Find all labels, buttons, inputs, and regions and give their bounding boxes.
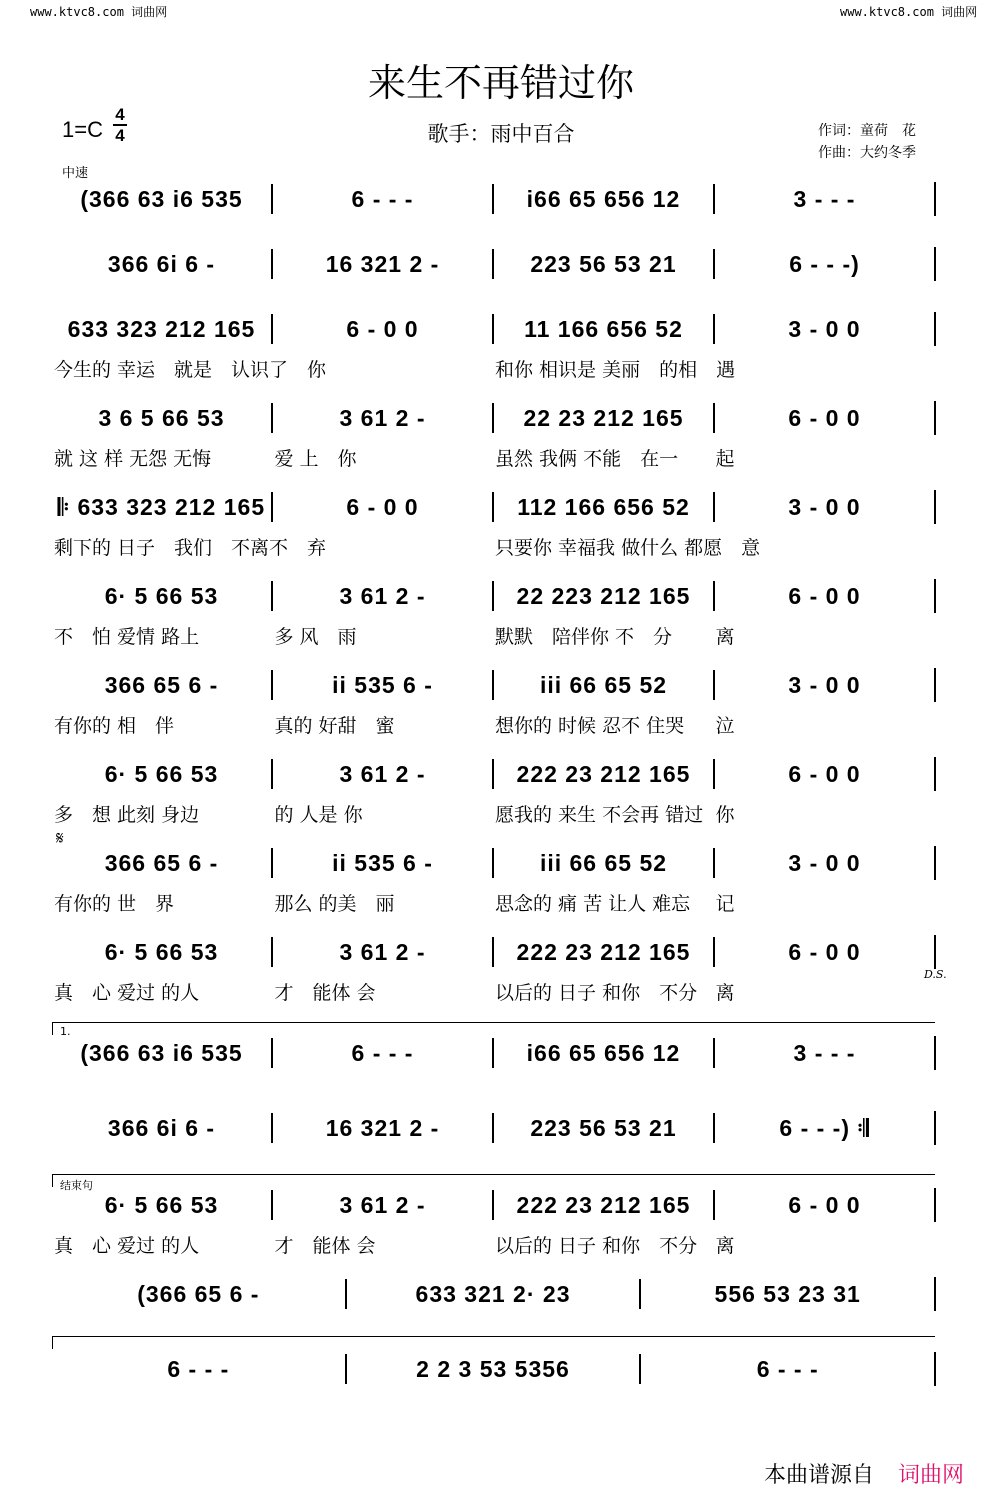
measure: 6 - 0 0 [346,493,419,520]
tempo-mark: 中速 [62,166,89,181]
lyric-segment: 真 心 爱过 的人 [54,1235,200,1257]
lyric-segment: 想你的 时候 忍不 住哭 [495,715,685,737]
measure: 3 - 0 0 [788,671,861,698]
lyric-segment: 爱 上 你 [274,448,357,470]
score-row [52,935,936,969]
measure: 22 223 212 165 [516,582,691,609]
score-row [52,401,936,435]
lyric-segment: 有你的 世 界 [54,893,175,915]
lyric-line [52,355,934,382]
lyric-line [52,889,934,916]
measure: 3 61 2 - [339,760,426,787]
measure: 6· 5 66 53 [104,938,219,965]
measure: 3 - 0 0 [788,493,861,520]
time-top: 4 [115,105,125,124]
lyric-line [52,1231,934,1258]
measure: 6 - - - [756,1355,819,1382]
measure: 112 166 656 52 [517,493,690,520]
measure: 366 65 6 - [104,671,219,698]
measure: 16 321 2 - [325,250,440,277]
lyric-segment: 有你的 相 伴 [54,715,175,737]
lyric-segment: 不 怕 爱情 路上 [54,626,200,648]
score-row [52,1036,936,1070]
footer-source: 本曲谱源自 [764,1463,875,1488]
measure: 3 6 5 66 53 [98,404,225,431]
lyric-segment: 记 [715,893,735,915]
lyric-segment: 真的 好甜 蜜 [274,715,395,737]
measure: ii 535 6 - [332,849,433,876]
lyric-segment: 你 [715,804,735,826]
lyric-segment: 离 [715,1235,735,1257]
score-row [52,247,936,281]
score-row [52,312,936,346]
volta-label: 1. [60,1025,71,1038]
measure: 3 - - - [793,185,856,212]
measure: 3 61 2 - [339,582,426,609]
measure: 223 56 53 21 [530,250,677,277]
ds-mark: D.S. [924,968,947,981]
measure: i66 65 656 12 [526,185,681,212]
measure: 22 23 212 165 [523,404,684,431]
measure: 2 2 3 53 5356 [416,1355,570,1382]
score-row [52,846,936,880]
measure: 6 - - - [351,185,414,212]
lyric-segment: 离 [715,982,735,1004]
ending-label: 结束句 [60,1179,93,1192]
lyric-segment: 以后的 日子 和你 不分 [495,1235,698,1257]
lyric-segment: 以后的 日子 和你 不分 [495,982,698,1004]
measure: 223 56 53 21 [530,1114,677,1141]
measure: 11 166 656 52 [524,315,683,342]
segno-mark: 𝄋 [56,828,64,849]
singer: 歌手：雨中百合 [427,122,575,146]
lyric-segment: 泣 [715,715,735,737]
measure: 3 - - - [793,1039,856,1066]
lyric-segment: 今生的 幸运 就是 认识了 你 [54,359,327,381]
measure: 6 - 0 0 [788,582,861,609]
measure: 16 321 2 - [325,1114,440,1141]
measure: 366 6i 6 - [107,250,216,277]
measure: 𝄆 633 323 212 165 [57,493,266,520]
lyric-segment: 起 [715,448,735,470]
score-row [52,1277,936,1311]
watermark-left: www.ktvc8.com 词曲网 [30,5,168,19]
time-bottom: 4 [115,126,125,145]
score-row [52,1188,936,1222]
score-row [52,757,936,791]
lyric-line [52,978,934,1005]
lyric-segment: 多 风 雨 [274,626,357,648]
lyric-segment: 真 心 爱过 的人 [54,982,200,1004]
lyric-segment: 就 这 样 无怨 无悔 [54,448,212,470]
lyric-segment: 的 人是 你 [274,804,363,826]
volta-bracket [52,1022,935,1035]
measure: 6 - 0 0 [788,938,861,965]
watermark-right: www.ktvc8.com 词曲网 [840,5,978,19]
score-row [52,490,936,524]
key-signature: 1=C [62,117,103,142]
measure: 6 - - -) [789,250,860,277]
lyric-line [52,622,934,649]
measure: 3 61 2 - [339,404,426,431]
measure: (366 63 i6 535 [80,185,243,212]
score-row [52,579,936,613]
lyricist: 作词：童荷 花 [818,123,916,139]
lyric-line [52,711,934,738]
measure: 3 - 0 0 [788,315,861,342]
lyric-line [52,533,934,560]
measure: 3 - 0 0 [788,849,861,876]
lyric-line [52,444,934,471]
measure: 633 321 2· 23 [415,1280,571,1307]
lyric-segment: 愿我的 来生 不会再 错过 [495,804,704,826]
lyric-segment: 思念的 痛 苦 让人 难忘 [495,893,691,915]
lyric-segment: 那么 的美 丽 [274,893,395,915]
measure: 6· 5 66 53 [104,1191,219,1218]
lyric-segment: 多 想 此刻 身边 [54,804,200,826]
lyric-segment: 只要你 幸福我 做什么 都愿 意 [495,537,761,559]
measure: 6 - 0 0 [788,1191,861,1218]
measure: i66 65 656 12 [526,1039,681,1066]
measure: 6 - 0 0 [788,760,861,787]
score-row [52,182,936,216]
measure: 6 - - - [351,1039,414,1066]
lyric-segment: 才 能体 会 [274,982,376,1004]
measure: iii 66 65 52 [539,671,668,698]
measure: iii 66 65 52 [539,849,668,876]
composer: 作曲：大约冬季 [818,145,916,161]
measure: 6 - 0 0 [346,315,419,342]
measure: 633 323 212 165 [67,315,256,342]
measure: 6 - 0 0 [788,404,861,431]
measure: 3 61 2 - [339,1191,426,1218]
coda-bracket [52,1336,935,1349]
footer-site-link[interactable]: 词曲网 [898,1463,965,1488]
measure: 222 23 212 165 [516,760,691,787]
lyric-segment: 剩下的 日子 我们 不离不 弃 [54,537,327,559]
lyric-segment: 才 能体 会 [274,1235,376,1257]
score-row [52,1352,936,1386]
measure: 3 61 2 - [339,938,426,965]
measure: 366 65 6 - [104,849,219,876]
measure: 6 - - - [167,1355,230,1382]
measure: 366 6i 6 - [107,1114,216,1141]
lyric-segment: 离 [715,626,735,648]
ending-bracket [52,1174,935,1187]
measure: (366 65 6 - [137,1280,260,1307]
measure: 6 - - -) 𝄇 [779,1114,870,1141]
measure: 222 23 212 165 [516,938,691,965]
lyric-segment: 虽然 我俩 不能 在一 [495,448,679,470]
measure: (366 63 i6 535 [80,1039,243,1066]
measure: 6· 5 66 53 [104,582,219,609]
score-row [52,668,936,702]
lyric-segment: 和你 相识是 美丽 的相 遇 [495,359,736,381]
score-row [52,1111,936,1145]
song-title: 来生不再错过你 [367,61,634,105]
lyric-segment: 默默 陪伴你 不 分 [495,626,673,648]
measure: ii 535 6 - [332,671,433,698]
measure: 556 53 23 31 [714,1280,861,1307]
measure: 222 23 212 165 [516,1191,691,1218]
lyric-line [52,800,934,827]
measure: 6· 5 66 53 [104,760,219,787]
